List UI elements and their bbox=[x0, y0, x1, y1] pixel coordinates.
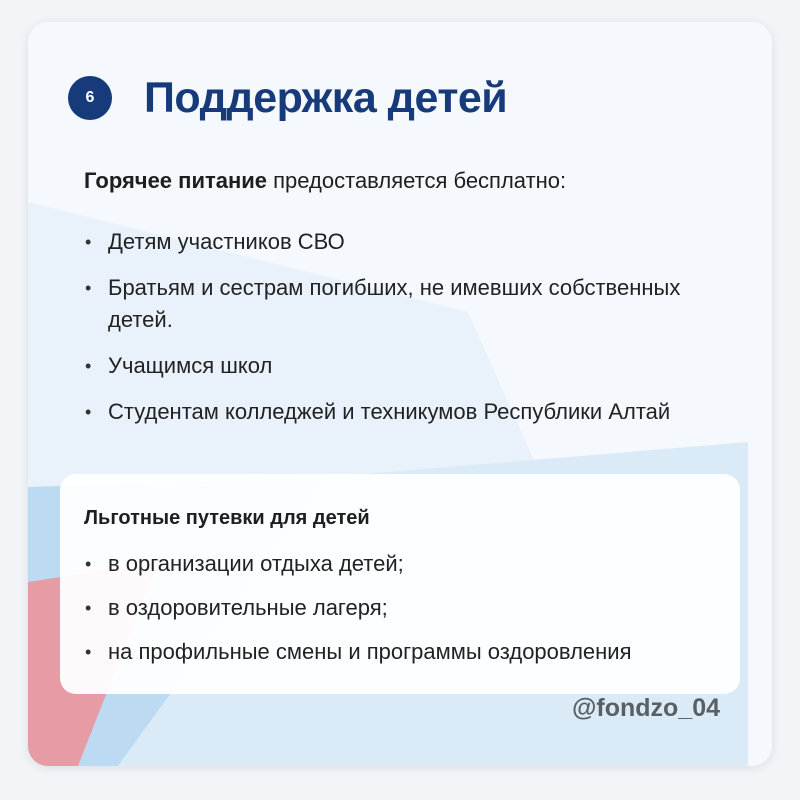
list-item: • Студентам колледжей и техникумов Республики Алтай bbox=[84, 396, 704, 428]
list-item: • Братьям и сестрам погибших, не имевших собственных детей. bbox=[84, 272, 704, 336]
header bbox=[68, 72, 507, 124]
intro-bold: Горячее питание bbox=[84, 168, 268, 193]
intro-text bbox=[84, 168, 566, 194]
list-item: • в оздоровительные лагеря; bbox=[84, 592, 734, 624]
page-title: Поддержка детей bbox=[144, 73, 508, 122]
list-item: • на профильные смены и программы оздоровления bbox=[84, 636, 734, 668]
list-item: • в организации отдыха детей; bbox=[84, 548, 734, 580]
vouchers-title: Льготные путевки для детей bbox=[84, 507, 370, 529]
section-number-badge: 6 bbox=[68, 76, 112, 120]
list-item: • Учащимся школ bbox=[84, 350, 704, 382]
account-handle: @fondzo_04 bbox=[572, 694, 720, 722]
list-item: • Детям участников СВО bbox=[84, 226, 704, 258]
meals-list bbox=[84, 226, 704, 442]
vouchers-panel bbox=[60, 474, 740, 694]
vouchers-list bbox=[84, 548, 734, 680]
post-card bbox=[28, 22, 772, 766]
intro-rest: предоставляется бесплатно: bbox=[267, 168, 567, 193]
